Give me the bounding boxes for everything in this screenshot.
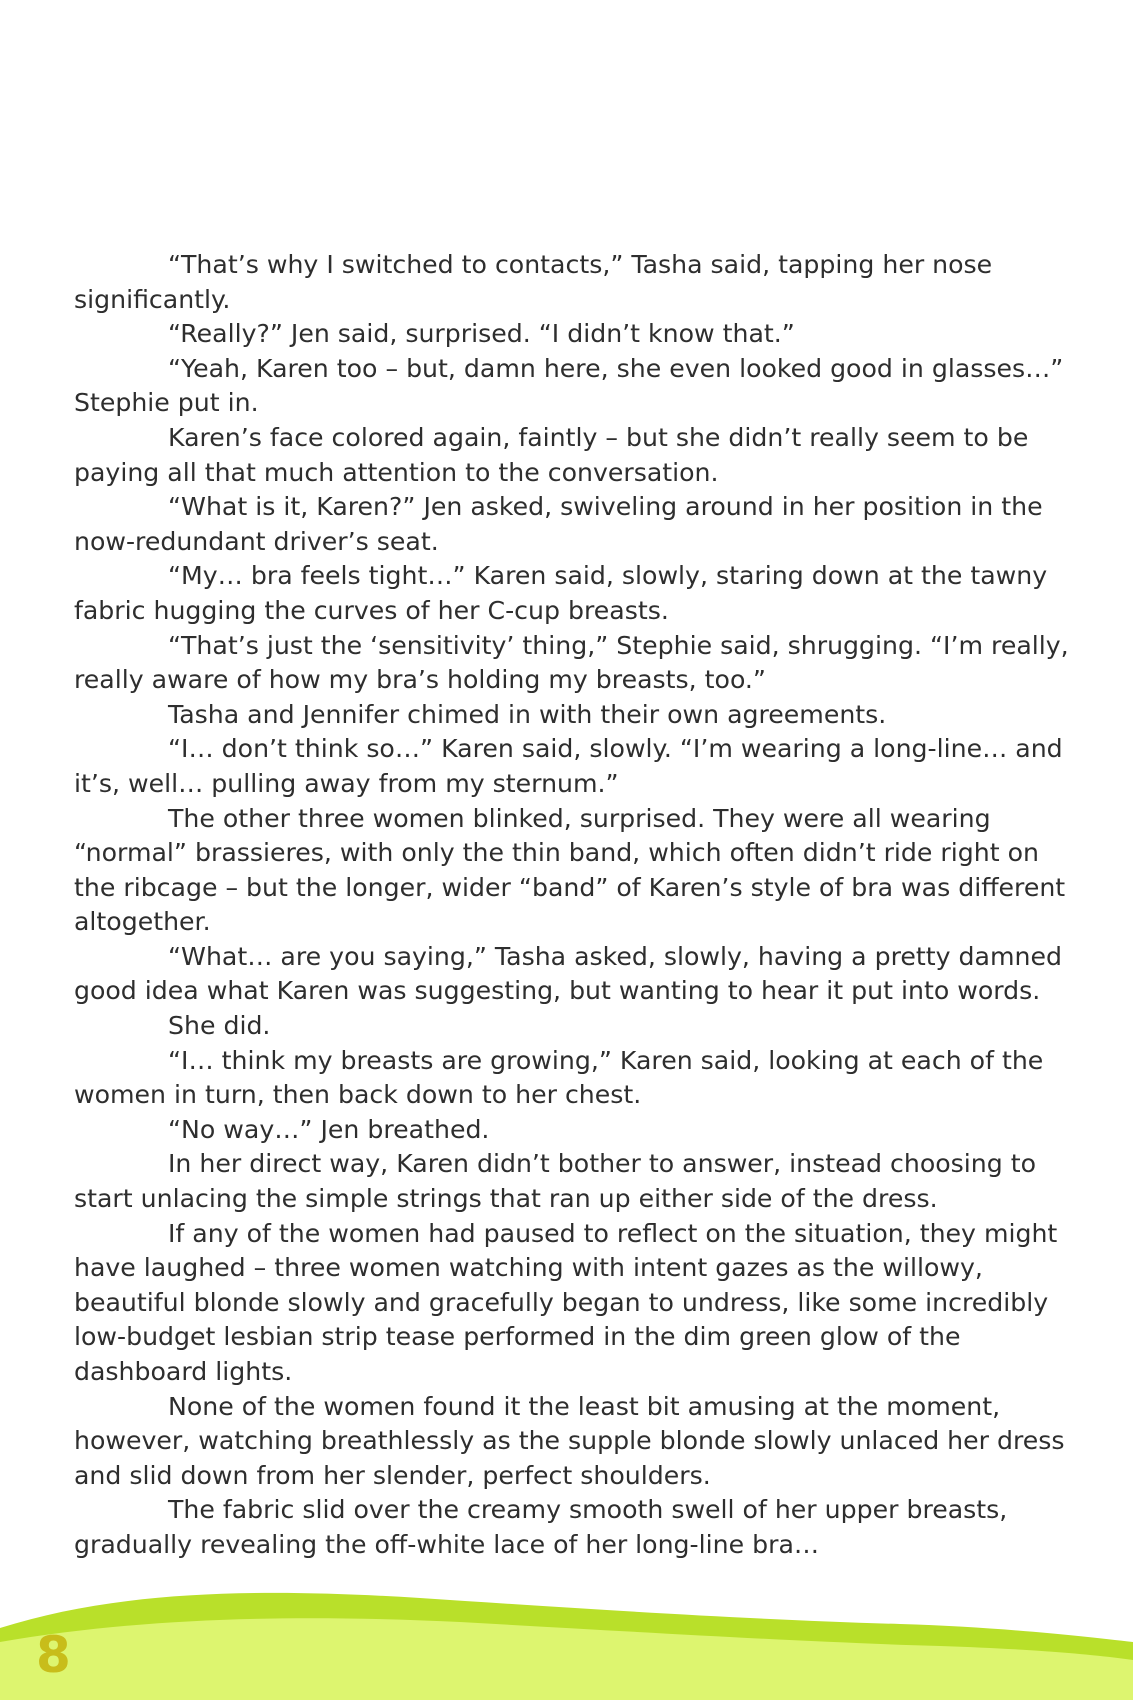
paragraph: If any of the women had paused to reflect on the situation, they might have laughed – three women watching with intent gazes as the willowy, beautiful blonde slowly and gracefully began to undress, like some incredibly low-budget lesbian strip tease performed in the dim green glow of the dashboard lights. xyxy=(74,1218,1058,1386)
paragraph: In her direct way, Karen didn’t bother to answer, instead choosing to start unlacing the simple strings that ran up either side of the dress. xyxy=(74,1149,1037,1214)
paragraph: The other three women blinked, surprised. They were all wearing “normal” brassieres, with only the thin band, which often didn’t ride right on the ribcage – but the longer, wider “band” of Karen’s style of bra was different altogether. xyxy=(74,803,1066,937)
paragraph: “Really?” Jen said, surprised. “I didn’t know that.” xyxy=(168,319,795,349)
paragraph: The fabric slid over the creamy smooth swell of her upper breasts, gradually revealing the off-white lace of her long-line bra… xyxy=(74,1495,1008,1559)
paragraph: Karen’s face colored again, faintly – but she didn’t really seem to be paying all that much attention to the conversation. xyxy=(74,422,1029,487)
body-text xyxy=(74,248,1074,1563)
paragraph: “What… are you saying,” Tasha asked, slowly, having a pretty damned good idea what Karen was suggesting, but wanting to hear it put into words. xyxy=(74,941,1062,1006)
paragraph: Tasha and Jennifer chimed in with their own agreements. xyxy=(168,699,887,729)
paragraph: “I… think my breasts are growing,” Karen said, looking at each of the women in turn, then back down to her chest. xyxy=(74,1045,1044,1110)
paragraph: “I… don’t think so…” Karen said, slowly. “I’m wearing a long-line… and it’s, well… pulling away from my sternum.” xyxy=(74,734,1063,798)
paragraph: “No way…” Jen breathed. xyxy=(168,1114,490,1144)
paragraph: “That’s just the ‘sensitivity’ thing,” Stephie said, shrugging. “I’m really, really aware of how my bra’s holding my breasts, too.” xyxy=(74,630,1069,695)
paragraph: “That’s why I switched to contacts,” Tasha said, tapping her nose significantly. xyxy=(74,250,993,314)
paragraph: None of the women found it the least bit amusing at the moment, however, watching breathlessly as the supple blonde slowly unlaced her dress and slid down from her slender, perfect shoulders. xyxy=(74,1391,1065,1490)
paragraph: “My… bra feels tight…” Karen said, slowly, staring down at the tawny fabric hugging the curves of her C-cup breasts. xyxy=(74,561,1048,625)
paragraph: She did. xyxy=(168,1011,271,1041)
paragraph: “What is it, Karen?” Jen asked, swiveling around in her position in the now-redundant driver’s seat. xyxy=(74,492,1043,556)
page-number: 8 xyxy=(36,1626,71,1684)
paragraph: “Yeah, Karen too – but, damn here, she even looked good in glasses…” Stephie put in. xyxy=(74,353,1064,418)
footer-wave-decoration xyxy=(0,1580,1133,1700)
